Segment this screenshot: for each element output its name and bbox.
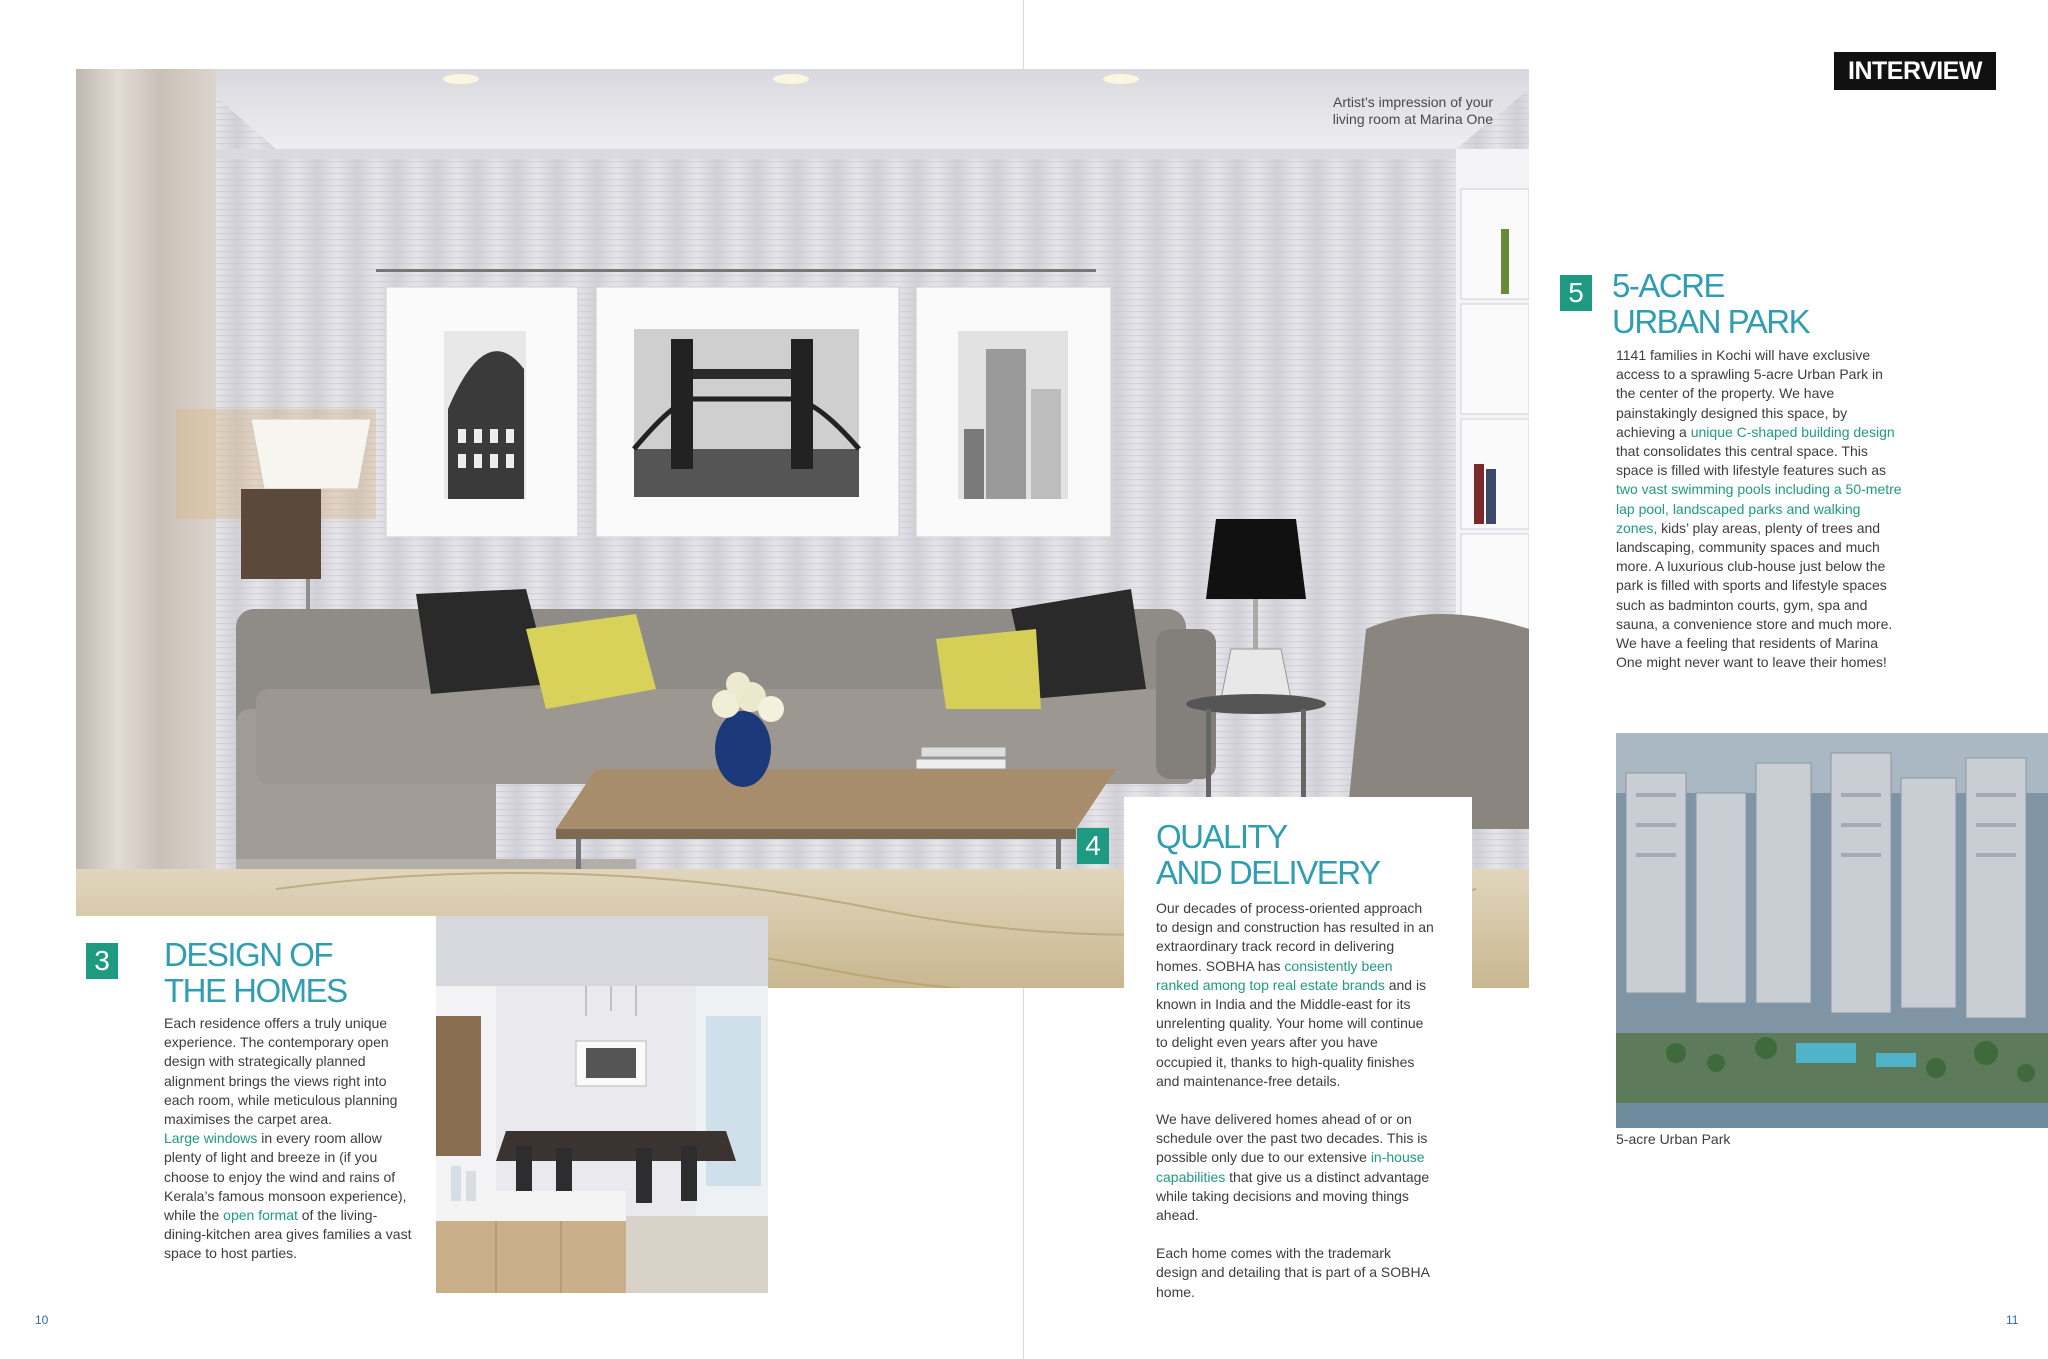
section-4-title-line1: QUALITY [1156,818,1287,855]
section-4-p2-text: We have delivered homes ahead of or on schedule over the past two decades. This is possible only due to our extensive [1156,1111,1428,1166]
section-3-title-line1: DESIGN OF [164,936,333,973]
section-4-title-line2: AND DELIVERY [1156,854,1380,891]
section-5-title [1612,268,1809,340]
hero-caption-line1: Artist’s impression of your [1332,94,1493,110]
hero-caption-line2: living room at Marina One [1332,111,1493,127]
section-4-title [1156,819,1379,891]
highlight-large-windows: Large windows [164,1130,258,1147]
section-4-paragraph-3: Each home comes with the trademark design and detailing that is part of a SOBHA home. [1156,1245,1430,1300]
highlight-open-format: open format [223,1207,298,1224]
section-5-title-line2: URBAN PARK [1612,303,1810,340]
aerial-caption: 5-acre Urban Park [1616,1131,1731,1147]
section-3-body [164,1014,418,1283]
section-5-text-e: kids’ play areas, plenty of trees and landscaping, community spaces and much more. A luxurious club-house just below the park is filled with sports and lifestyle spaces such as badminton courts, gym, spa and sauna, a convenience store and much more. We have a feeling that residents of Marina One might never want to leave their homes! [1616,519,1893,671]
aerial-illustration [1616,733,2048,1128]
section-4-text-end: and is known in India and the Middle-east for its unrelenting quality. Your home will continue to delight even years after you have occupied it, thanks to high-quality finishes and maintenance-free details. [1156,976,1427,1089]
section-4-text: Our decades of process-oriented approach to design and construction has resulted in an extraordinary track record in delivering homes. SOBHA has [1156,900,1434,974]
section-5-number: 5 [1560,275,1592,311]
highlight-pools: two vast swimming pools including a 50-metre lap pool, landscaped parks and walking zones, [1616,481,1902,536]
highlight-top-brands: consistently been ranked among top real estate brands [1156,957,1393,993]
section-5-text-a: 1141 families in Kochi will have exclusive access to a sprawling 5-acre Urban Park in the center of the property. We have painstakingly designed this space, by achieving a [1616,347,1883,440]
section-3-text: in every room allow plenty of light and breeze in (if you choose to enjoy the wind and rains of Kerala’s famous monsoon experience), while the [164,1130,407,1224]
section-3-paragraph-2 [164,1129,418,1263]
wall-frames [386,287,1111,537]
hero-caption [1333,94,1493,128]
dining-illustration [436,916,768,1293]
section-3-number: 3 [86,943,118,979]
section-3-title [164,937,347,1009]
highlight-c-shaped: unique C-shaped building design [1690,423,1895,440]
page-number-left: 10 [35,1313,49,1327]
dining-kitchen-image [436,916,768,1293]
section-4-paragraph-1 [1156,899,1434,1091]
section-4-paragraph-2 [1156,1110,1434,1225]
section-5-text-c: that consolidates this central space. This space is filled with lifestyle features such as [1616,443,1887,479]
section-3-title-line2: THE HOMES [164,972,347,1009]
section-4-number: 4 [1077,828,1109,864]
section-4-p2-text-end: that give us a distinct advantage while taking decisions and moving things ahead. [1156,1168,1430,1224]
page-number-right: 11 [2006,1313,2019,1327]
urban-park-aerial-image [1616,733,2048,1128]
section-3-paragraph-1: Each residence offers a truly unique experience. The contemporary open design with strategically planned alignment brings the views right into each room, while meticulous planning maximises the carpet area. [164,1015,398,1128]
section-3-text-end: of the living-dining-kitchen area gives families a vast space to host parties. [164,1207,412,1262]
highlight-in-house: in-house capabilities [1156,1149,1425,1185]
section-5-title-line1: 5-ACRE [1612,267,1725,304]
interview-badge: INTERVIEW [1834,52,1996,90]
section-5-body [1616,346,1904,691]
section-5-paragraph [1616,346,1904,672]
section-4-body [1156,899,1434,1321]
